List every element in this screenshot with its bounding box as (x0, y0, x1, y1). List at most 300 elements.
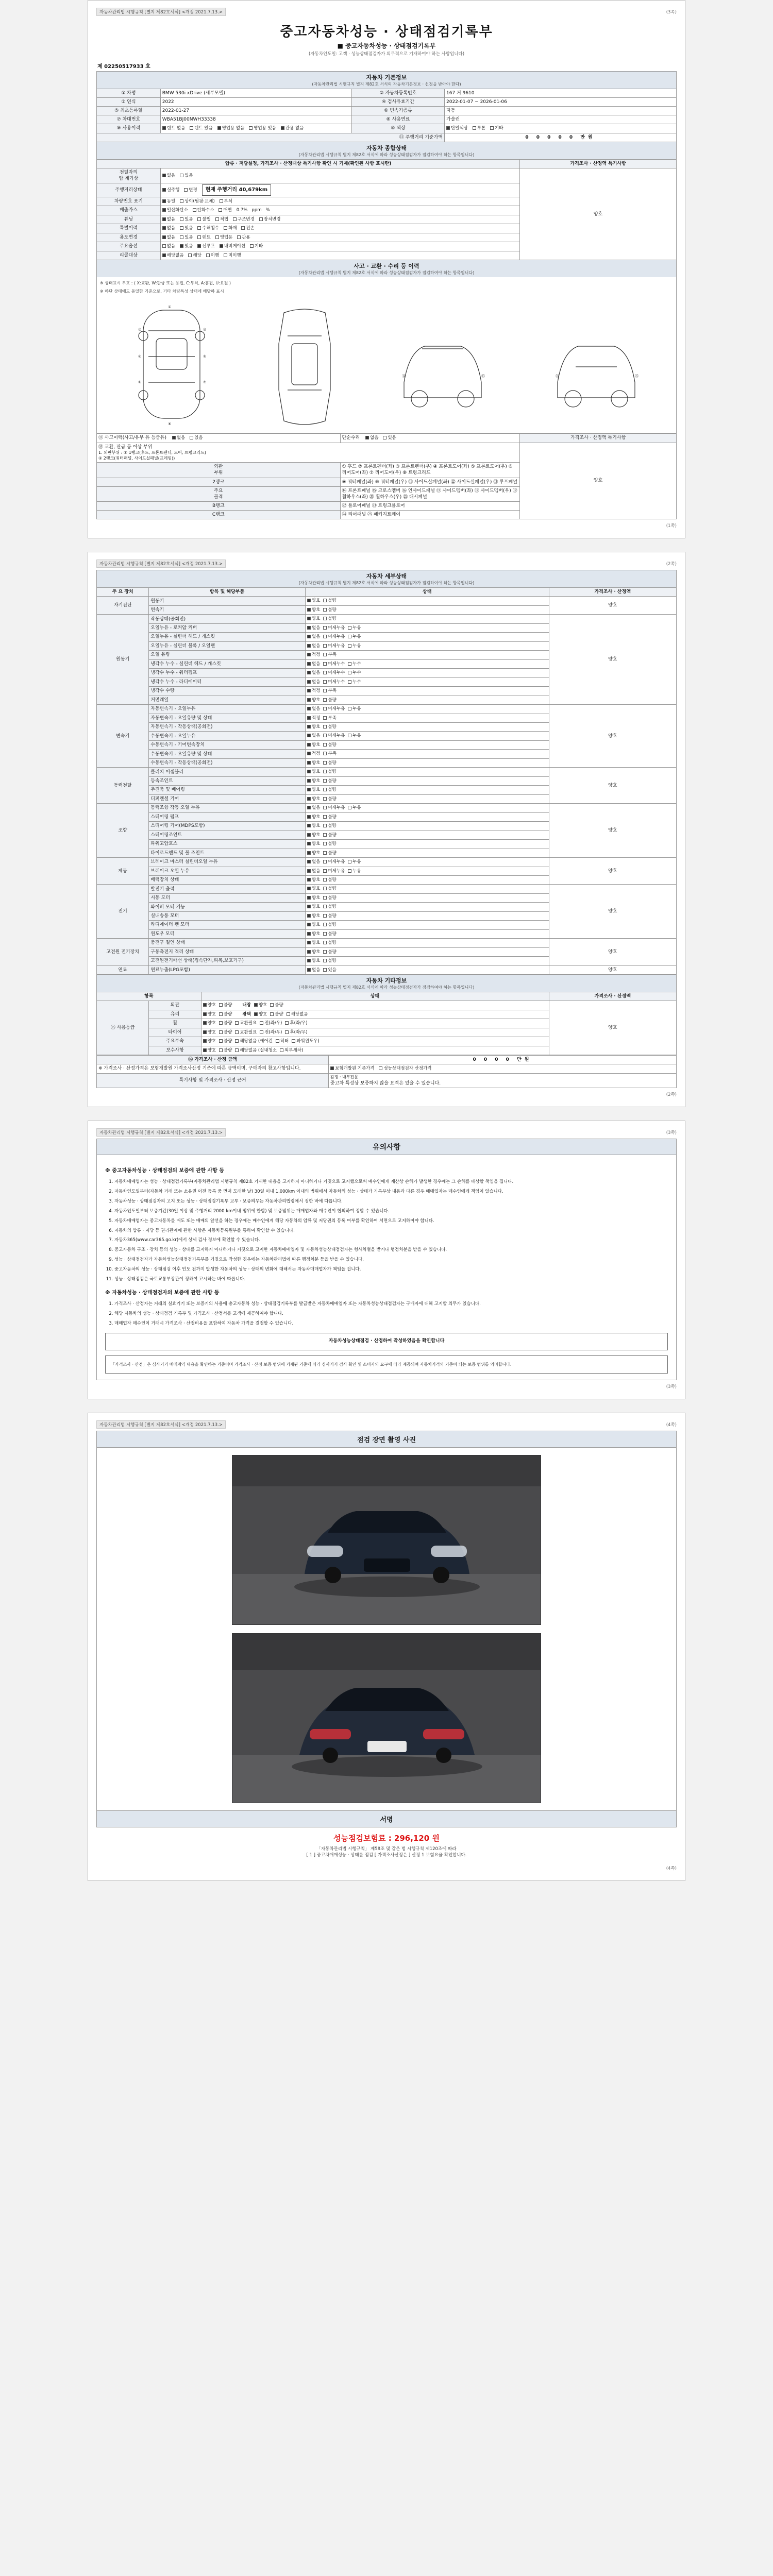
page-2-topbar (96, 560, 677, 568)
accident-history-label[interactable] (97, 434, 341, 443)
photo-list (96, 1448, 677, 1811)
checkbox-tuning-none[interactable]: 없음 (162, 217, 175, 223)
checkbox-option-1[interactable]: 부족 (323, 751, 336, 757)
checkbox-option-1[interactable]: 미세누유 (323, 859, 345, 865)
checkbox-first[interactable]: 양호 (307, 724, 320, 730)
checkbox-same[interactable]: 동일 (162, 199, 175, 205)
detail-state-checks[interactable] (306, 921, 549, 929)
checkbox-recall-yes[interactable]: 해당 (188, 253, 201, 259)
table-row (97, 168, 677, 183)
checkbox-option-1[interactable]: 불량 (323, 787, 336, 793)
detail-state-checks[interactable] (306, 633, 549, 641)
checkbox-corrosion[interactable]: 부식 (220, 199, 232, 205)
detail-item-label: 자동변속기 - 오일누유 (149, 705, 306, 714)
checkbox-first[interactable]: 양호 (307, 823, 320, 829)
detail-item-label: 구동축전지 격리 상태 (149, 947, 306, 956)
checkbox-first[interactable]: 없음 (307, 662, 320, 667)
row-value[interactable] (160, 168, 520, 183)
section-detail-band (96, 570, 677, 587)
checkbox-etc-0[interactable]: 양호 (203, 1039, 216, 1044)
checkbox-option-1[interactable]: 미세누유 (323, 634, 345, 640)
checkbox-inspector-estimate[interactable]: 성능상태점검자 산정가격 (379, 1066, 431, 1072)
checkbox-first[interactable]: 양호 (307, 778, 320, 784)
signature-band: 서명 (96, 1811, 677, 1827)
document-number: 제 02250517933 호 (97, 63, 150, 70)
checkbox-first[interactable]: 양호 (307, 931, 320, 937)
checkbox-first[interactable]: 양호 (307, 950, 320, 955)
checkbox-option-1[interactable]: 불량 (323, 760, 336, 766)
page-2 (88, 552, 685, 1107)
checkbox-etc-0[interactable]: 양호 (203, 1030, 216, 1036)
system-group-label: 자기진단 (97, 597, 149, 615)
checkbox-first[interactable]: 양호 (307, 815, 320, 820)
detail-state-checks[interactable] (306, 732, 549, 740)
checkbox-option-1[interactable]: 불량 (323, 922, 336, 928)
checkbox-accident-none[interactable]: 없음 (172, 435, 185, 441)
checkbox-option-2[interactable]: 누유 (348, 869, 361, 874)
checkbox-option-1[interactable]: 불량 (323, 742, 336, 748)
detail-state-checks[interactable] (306, 840, 549, 849)
checkbox-first[interactable]: 양호 (307, 787, 320, 793)
checkbox-yes[interactable]: 있음 (180, 173, 193, 179)
checkbox-etc-0[interactable]: 양호 (203, 1021, 216, 1026)
detail-state-checks[interactable] (306, 786, 549, 794)
row-value-vin[interactable] (160, 197, 520, 206)
use-history-checks[interactable] (160, 124, 351, 133)
checkbox-option-2[interactable]: 누수 (348, 680, 361, 685)
checkbox-first[interactable]: 없음 (307, 706, 320, 712)
checkbox-etc2-0[interactable]: 양호 (254, 1012, 267, 1018)
checkbox-color-single[interactable]: 단일색상 (446, 126, 468, 131)
detail-state-checks[interactable] (306, 849, 549, 857)
checkbox-option-2[interactable]: 누수 (348, 662, 361, 667)
checkbox-option-1[interactable]: 미세누수 (323, 670, 345, 676)
checkbox-special-none[interactable]: 없음 (162, 226, 175, 231)
damage-diagram-section (96, 277, 677, 433)
table-row (97, 705, 677, 714)
detail-state-checks[interactable] (306, 965, 549, 974)
detail-item-label: 브레이크 오일 누유 (149, 867, 306, 875)
checkbox-option-2[interactable]: 누유 (348, 733, 361, 739)
detail-item-label: 스티어링조인트 (149, 831, 306, 839)
row-label-frame-c: C랭크 (97, 511, 341, 519)
checkbox-smoke[interactable]: 매연 (219, 208, 231, 213)
checkbox-first[interactable]: 양호 (307, 940, 320, 946)
notice-head-1: ※ 중고자동차성능 · 상태점검의 보증에 관한 사항 등 (105, 1167, 225, 1174)
checkbox-etc2-2[interactable]: 해당없음 (287, 1012, 308, 1018)
cell-label: ① 차명 (97, 89, 161, 97)
detail-state-checks[interactable] (306, 705, 549, 714)
detail-state-checks[interactable] (306, 723, 549, 732)
checkbox-first[interactable]: 적정 (307, 652, 320, 658)
detail-state-checks[interactable] (306, 659, 549, 668)
cell-value: 2022-01-07 ~ 2026-01-06 (445, 97, 677, 106)
checkbox-rental-none[interactable]: 렌트 없음 (162, 126, 186, 131)
notice-item: 1. 가격조사 · 산정자는 거래의 실효기기 또는 보증기의 사용에 충고자동차 성능 · 상태점검기록부를 발급받은 자동차매매업자 또는 자동차성능상태점검자는 구매자에 대해 고지할 의무가 있습니다. (114, 1300, 668, 1308)
checkbox-option-1[interactable]: 불량 (323, 616, 336, 622)
detail-state-checks[interactable] (306, 623, 549, 632)
table-row (97, 1056, 677, 1064)
etc-state-checks[interactable] (201, 1037, 549, 1046)
checkbox-option-2[interactable]: 누유 (348, 706, 361, 712)
checkbox-first[interactable]: 적정 (307, 716, 320, 721)
checkbox-first[interactable]: 양호 (307, 760, 320, 766)
table-row (97, 89, 677, 97)
checkbox-illegal[interactable]: 불법 (197, 217, 210, 223)
checkbox-option-1[interactable]: 불량 (323, 950, 336, 955)
checkbox-first[interactable]: 양호 (307, 895, 320, 901)
notice-body (96, 1155, 677, 1381)
detail-state-checks[interactable] (306, 911, 549, 920)
emission-values: 0.7% ppm % (236, 208, 270, 213)
detail-state-checks[interactable] (306, 893, 549, 902)
checkbox-etc-1[interactable]: 불량 (219, 1012, 232, 1018)
checkbox-first[interactable]: 적정 (307, 751, 320, 757)
detail-state-checks[interactable] (306, 822, 549, 831)
price-note: ※ 가격조사 · 산정가격은 보험개발원 가격조사산정 기준에 따른 금액이며, 구매자의 참고사항입니다. (97, 1064, 329, 1073)
checkbox-etc-4[interactable]: 후(좌/우) (285, 1021, 307, 1026)
checkbox-first[interactable]: 양호 (307, 796, 320, 802)
detail-item-label: 디퍼렌셜 기어 (149, 794, 306, 803)
checkbox-option-1[interactable]: 불량 (323, 778, 336, 784)
checkbox-etc-0[interactable]: 양호 (203, 1012, 216, 1018)
checkbox-option-1[interactable]: 미세누유 (323, 869, 345, 874)
detail-state-checks[interactable] (306, 651, 549, 659)
detail-state-checks[interactable] (306, 903, 549, 911)
detail-item-label: 오일누유 - 실린더 헤드 / 개스킷 (149, 633, 306, 641)
checkbox-option-1[interactable]: 미세누유 (323, 625, 345, 631)
checkbox-option-1[interactable]: 미세누유 (323, 706, 345, 712)
simple-repair-label[interactable] (340, 434, 520, 443)
row-value-special[interactable] (160, 224, 520, 233)
checkbox-color-two-tone[interactable]: 투톤 (473, 126, 485, 131)
checkbox-option-1[interactable]: 불량 (323, 598, 336, 604)
detail-state-checks[interactable] (306, 641, 549, 650)
checkbox-option-1[interactable]: 불량 (323, 886, 336, 892)
fee-note-line-2: [ 1 ] 중고차매매성능 · 상태를 점검 [ 가격조사산정은 ] 산정 1 보험요율 확인합니다. (306, 1853, 467, 1858)
checkbox-option-1[interactable]: 불량 (323, 769, 336, 775)
detail-item-label: 실내송풍 모터 (149, 911, 306, 920)
checkbox-option-1[interactable]: 불량 (323, 940, 336, 946)
detail-item-label: 파워고압호스 (149, 840, 306, 849)
row-value-options[interactable] (160, 242, 520, 251)
detail-state-checks[interactable] (306, 947, 549, 956)
detail-state-checks[interactable] (306, 875, 549, 884)
detail-item-label: 냉각수 누수 - 실린더 헤드 / 개스킷 (149, 659, 306, 668)
checkbox-recall-na[interactable]: 해당없음 (162, 253, 184, 259)
checkbox-commercial-yes[interactable]: 영업용 있음 (249, 126, 276, 131)
checkbox-option-1[interactable]: 불량 (323, 877, 336, 883)
checkbox-tuning-yes[interactable]: 있음 (180, 217, 193, 223)
row-value-tuning[interactable] (160, 215, 520, 224)
checkbox-first[interactable]: 양호 (307, 698, 320, 703)
checkbox-etc2-1[interactable]: 불량 (270, 1003, 283, 1008)
row-value-usage[interactable] (160, 233, 520, 242)
checkbox-first[interactable]: 양호 (307, 851, 320, 856)
checkbox-first[interactable]: 양호 (307, 913, 320, 919)
detail-state-checks[interactable] (306, 858, 549, 867)
svg-text:㉔: ㉔ (556, 374, 559, 379)
photo-section-band: 점검 장면 촬영 사진 (96, 1431, 677, 1448)
checkbox-sunroof[interactable]: 선루프 (197, 244, 215, 249)
checkbox-first[interactable]: 적정 (307, 688, 320, 694)
checkbox-etc2-0[interactable]: 양호 (254, 1003, 267, 1008)
checkbox-opt-none[interactable]: 없음 (162, 244, 175, 249)
detail-state-checks[interactable] (306, 812, 549, 821)
checkbox-option-1[interactable]: 불량 (323, 913, 336, 919)
table-row (97, 597, 677, 605)
checkbox-first[interactable]: 양호 (307, 958, 320, 964)
checkbox-first[interactable]: 없음 (307, 643, 320, 649)
checkbox-option-1[interactable]: 불량 (323, 833, 336, 838)
checkbox-option-1[interactable]: 부족 (323, 688, 336, 694)
checkbox-fire[interactable]: 화재 (224, 226, 237, 231)
detail-state-checks[interactable] (306, 768, 549, 776)
checkbox-option-2[interactable]: 누유 (348, 625, 361, 631)
notice-band: 유의사항 (96, 1139, 677, 1155)
checkbox-option-2[interactable]: 누유 (348, 859, 361, 865)
checkbox-option-2[interactable]: 누유 (348, 634, 361, 640)
checkbox-etc-2[interactable]: 교환필요 (235, 1030, 257, 1036)
checkbox-option-1[interactable]: 불량 (323, 895, 336, 901)
checkbox-option-1[interactable]: 불량 (323, 796, 336, 802)
checkbox-first[interactable]: 양호 (307, 904, 320, 910)
checkbox-option-1[interactable]: 부족 (323, 716, 336, 721)
checkbox-none[interactable]: 없음 (162, 173, 175, 179)
special-notes-label-text: 특기사항 및 가격조사 · 산정 근거 (179, 1078, 246, 1083)
row-value-recall[interactable] (160, 251, 520, 260)
detail-state-checks[interactable] (306, 615, 549, 623)
checkbox-first[interactable]: 없음 (307, 670, 320, 676)
checkbox-co[interactable]: 일산화탄소 (162, 208, 188, 213)
row-value-frame-a: ⑭ 프론트패널 ⑮ 크로스멤버 ⑯ 인사이드패널 ⑰ 사이드멤버(좌) ⑱ 사이드멤버(우) ⑲ 휠하우스(좌) ⑳ 휠하우스(우) ㉑ 대시패널 (340, 486, 520, 501)
checkbox-etc-0[interactable]: 양호 (203, 1003, 216, 1008)
fee-note (96, 1845, 677, 1862)
etc-state-checks[interactable] (201, 1001, 549, 1010)
detail-state-checks[interactable] (306, 831, 549, 839)
car-diagram-rear (547, 300, 645, 429)
detail-item-label: 충전구 절연 상태 (149, 939, 306, 947)
etc-item-label: 보수사항 (149, 1046, 201, 1055)
detail-state-checks[interactable] (306, 885, 549, 893)
checkbox-first[interactable]: 없음 (307, 625, 320, 631)
checkbox-gov[interactable]: 관용 (237, 235, 250, 241)
detail-state-checks[interactable] (306, 867, 549, 875)
checkbox-color-other[interactable]: 기타 (490, 126, 503, 131)
checkbox-special-yes[interactable]: 있음 (180, 226, 193, 231)
system-group-label: 전기 (97, 885, 149, 939)
checkbox-etc-1[interactable]: 불량 (219, 1030, 232, 1036)
detail-item-label: 스티어링 기어(MDPS포함) (149, 822, 306, 831)
checkbox-option-1[interactable]: 불량 (323, 698, 336, 703)
row-value-emission[interactable] (160, 206, 520, 215)
table-row (97, 885, 677, 893)
checkbox-etc-3[interactable]: 전(좌/우) (260, 1030, 282, 1036)
checkbox-first[interactable]: 없음 (307, 869, 320, 874)
checkbox-first[interactable]: 양호 (307, 841, 320, 847)
checkbox-actual[interactable]: 실주행 (162, 188, 180, 193)
parts-label: ⑭ 교환, 판금 등 이상 부위 (98, 444, 153, 450)
checkbox-usage-yes[interactable]: 있음 (180, 235, 193, 241)
checkbox-etc-1[interactable]: 불량 (219, 1048, 232, 1054)
section-etc-band (96, 975, 677, 992)
checkbox-business[interactable]: 영업용 (215, 235, 233, 241)
checkbox-opt-yes[interactable]: 있음 (180, 244, 193, 249)
checkbox-first[interactable]: 양호 (307, 616, 320, 622)
checkbox-first[interactable]: 없음 (307, 733, 320, 739)
section-accident-note: (자동차관리법 시행규칙 별지 제82호 서식에 따라 성능상태점검자가 점검하여야 하는 항목입니다) (298, 270, 475, 276)
detail-item-label: 클러치 어셈블리 (149, 768, 306, 776)
checkbox-option-1[interactable]: 불량 (323, 607, 336, 613)
checkbox-option-2[interactable]: 누수 (348, 670, 361, 676)
checkbox-first[interactable]: 양호 (307, 833, 320, 838)
checkbox-device-change[interactable]: 장치변경 (259, 217, 281, 223)
checkbox-first[interactable]: 양호 (307, 607, 320, 613)
cell-label: ⑤ 최초등록일 (97, 107, 161, 115)
checkbox-option-1[interactable]: 불량 (323, 851, 336, 856)
checkbox-first[interactable]: 없음 (307, 859, 320, 865)
form-reference-3: 자동차관리법 시행규칙 [별지 제82호서식] <개정 2021.7.13.> (96, 1128, 226, 1137)
etc-state-checks[interactable] (201, 1046, 549, 1055)
page-number-top-4: (4쪽) (666, 1422, 677, 1428)
detail-item-label: 원동기 (149, 597, 306, 605)
checkbox-option-1[interactable]: 미세누유 (323, 733, 345, 739)
detail-state-checks[interactable] (306, 750, 549, 758)
checkbox-etc-2[interactable]: 교환필요 (235, 1021, 257, 1026)
vehicle-photo-front-image (232, 1455, 541, 1625)
detail-state-checks[interactable] (306, 669, 549, 677)
checkbox-recall-not-done[interactable]: 미이행 (224, 253, 241, 259)
checkbox-etc-1[interactable]: 불량 (219, 1021, 232, 1026)
checkbox-option-1[interactable]: 불량 (323, 815, 336, 820)
checkbox-first[interactable]: 없음 (307, 634, 320, 640)
checkbox-rental-yes[interactable]: 렌트 있음 (190, 126, 213, 131)
checkbox-first[interactable]: 양호 (307, 769, 320, 775)
checkbox-simple-yes[interactable]: 있음 (383, 435, 396, 441)
checkbox-option-1[interactable]: 미세누수 (323, 680, 345, 685)
checkbox-option-1[interactable]: 미세누유 (323, 805, 345, 811)
color-checks[interactable] (445, 124, 677, 133)
checkbox-government-none[interactable]: 관용 없음 (281, 126, 304, 131)
checkbox-option-1[interactable]: 불량 (323, 724, 336, 730)
checkbox-etc-1[interactable]: 불량 (219, 1003, 232, 1008)
detail-item-label: 냉각수 누수 - 라디에이터 (149, 677, 306, 686)
checkbox-first[interactable]: 없음 (307, 680, 320, 685)
detail-state-checks[interactable] (306, 939, 549, 947)
checkbox-option-1[interactable]: 불량 (323, 823, 336, 829)
detail-state-checks[interactable] (306, 677, 549, 686)
checkbox-etc[interactable]: 기타 (250, 244, 263, 249)
etc-state-checks[interactable] (201, 1028, 549, 1037)
checkbox-first[interactable]: 양호 (307, 877, 320, 883)
form-reference-2: 자동차관리법 시행규칙 [별지 제82호서식] <개정 2021.7.13.> (96, 560, 226, 568)
checkbox-etc-4[interactable]: 후(좌/우) (285, 1030, 307, 1036)
table-header-row (97, 992, 677, 1001)
checkbox-first[interactable]: 양호 (307, 598, 320, 604)
checkbox-recall-done[interactable]: 이행 (206, 253, 219, 259)
checkbox-accident-yes[interactable]: 있음 (190, 435, 203, 441)
checkbox-etc-0[interactable]: 양호 (203, 1048, 216, 1054)
checkbox-etc-1[interactable]: 불량 (219, 1039, 232, 1044)
row-label-accident-record: 전일자의 압 계기상 (97, 168, 161, 183)
checkbox-option-1[interactable]: 불량 (323, 958, 336, 964)
checkbox-total-loss[interactable]: 전손 (241, 226, 254, 231)
checkbox-usage-none[interactable]: 없음 (162, 235, 175, 241)
etc-state-checks[interactable] (201, 1019, 549, 1028)
checkbox-flood[interactable]: 수해침수 (197, 226, 219, 231)
checkbox-first[interactable]: 없음 (307, 968, 320, 973)
detail-state-checks[interactable] (306, 776, 549, 785)
checkbox-option-1[interactable]: 불량 (323, 841, 336, 847)
detail-state-checks[interactable] (306, 597, 549, 605)
etc-state-checks[interactable] (201, 1010, 549, 1019)
checkbox-first[interactable]: 양호 (307, 886, 320, 892)
detail-item-label: 스티어링 펌프 (149, 812, 306, 821)
row-value-mileage[interactable] (160, 183, 520, 197)
checkbox-first[interactable]: 양호 (307, 742, 320, 748)
detail-state-checks[interactable] (306, 714, 549, 722)
checkbox-first[interactable]: 양호 (307, 922, 320, 928)
checkbox-option-1[interactable]: 미세누수 (323, 662, 345, 667)
table-header-row (97, 588, 677, 597)
detail-state-checks[interactable] (306, 740, 549, 749)
checkbox-option-2[interactable]: 누유 (348, 643, 361, 649)
checkbox-altered[interactable]: 변경 (184, 188, 197, 193)
checkbox-option-1[interactable]: 불량 (323, 904, 336, 910)
checkbox-etc-3[interactable]: 히터 (276, 1039, 289, 1044)
detail-group-note: 양호 (549, 965, 677, 974)
checkbox-option-1[interactable]: 불량 (323, 931, 336, 937)
checkbox-first[interactable]: 없음 (307, 805, 320, 811)
checkbox-option-1[interactable]: 있음 (323, 968, 336, 973)
checkbox-option-1[interactable]: 미세누유 (323, 643, 345, 649)
price-basis-options[interactable] (329, 1064, 677, 1073)
detail-state-checks[interactable] (306, 804, 549, 812)
checkbox-etc-2[interactable]: 해당없음 (실내청소 (235, 1048, 277, 1054)
checkbox-structure-change[interactable]: 구조변경 (233, 217, 255, 223)
vehicle-photo-rear-image (232, 1634, 541, 1803)
detail-state-checks[interactable] (306, 605, 549, 614)
checkbox-rent[interactable]: 렌트 (197, 235, 210, 241)
checkbox-option-1[interactable]: 부족 (323, 652, 336, 658)
system-group-label: 고전원 전기장치 (97, 939, 149, 965)
detail-state-checks[interactable] (306, 929, 549, 938)
checkbox-etc-3[interactable]: 외부세차) (280, 1048, 303, 1054)
checkbox-etc-2[interactable]: 해당없음 (에어컨 (235, 1039, 273, 1044)
checkbox-etc-3[interactable]: 전(좌/우) (260, 1021, 282, 1026)
detail-state-checks[interactable] (306, 687, 549, 696)
detail-state-checks[interactable] (306, 957, 549, 965)
checkbox-simple-none[interactable]: 없음 (365, 435, 378, 441)
detail-state-checks[interactable] (306, 696, 549, 704)
checkbox-different[interactable]: 상이(범핑·교체) (180, 199, 215, 205)
checkbox-legal[interactable]: 적법 (215, 217, 228, 223)
system-group-label: 동력전달 (97, 768, 149, 804)
checkbox-hc[interactable]: 탄화수소 (193, 208, 214, 213)
checkbox-navigation[interactable]: 내비게이션 (220, 244, 245, 249)
checkbox-insurance-standard[interactable]: 보험개발원 기준가격 (330, 1066, 375, 1072)
checkbox-commercial-none[interactable]: 영업용 없음 (217, 126, 245, 131)
detail-item-label: 변속기 (149, 605, 306, 614)
row-label-tuning: 튜닝 (97, 215, 161, 224)
checkbox-option-2[interactable]: 누유 (348, 805, 361, 811)
detail-state-checks[interactable] (306, 794, 549, 803)
system-group-label: 변속기 (97, 705, 149, 768)
detail-state-checks[interactable] (306, 758, 549, 767)
checkbox-etc-4[interactable]: 파워윈도우) (292, 1039, 319, 1044)
system-group-label: 조향 (97, 804, 149, 858)
checkbox-etc2-1[interactable]: 불량 (270, 1012, 283, 1018)
